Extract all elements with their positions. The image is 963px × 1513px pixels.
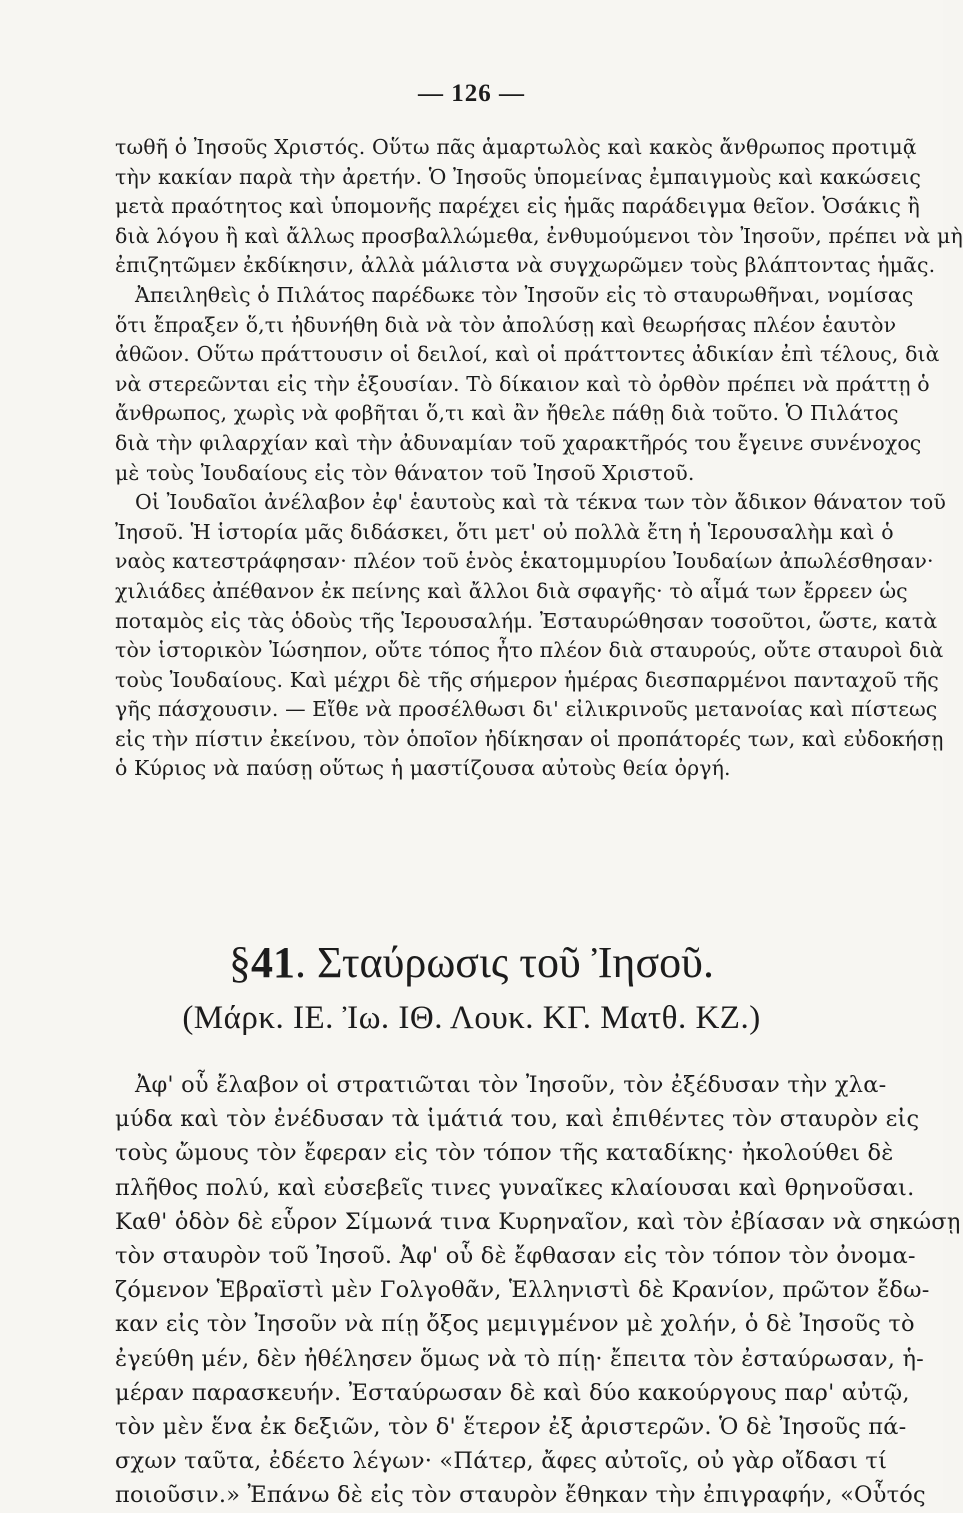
- text-line: μὲ τοὺς Ἰουδαίους εἰς τὸν θάνατον τοῦ Ἰησοῦ Χριστοῦ.: [115, 460, 695, 485]
- text-line: τωθῆ ὁ Ἰησοῦς Χριστός. Οὕτω πᾶς ἁμαρτωλὸς καὶ κακὸς ἄνθρωπος προτιμᾷ: [115, 135, 917, 159]
- text-line: τὸν μὲν ἕνα ἐκ δεξιῶν, τὸν δ' ἕτερον ἐξ ἀριστερῶν. Ὁ δὲ Ἰησοῦς πά-: [115, 1414, 907, 1441]
- text-line: τοὺς Ἰουδαίους. Καὶ μέχρι δὲ τῆς σήμερον ἡμέρας διεσπαρμένοι πανταχοῦ τῆς: [115, 667, 939, 692]
- text-block-lower: [115, 1068, 961, 1513]
- text-block-upper: [115, 133, 963, 784]
- text-line: ὁ Κύριος νὰ παύσῃ οὕτως ἡ μαστίζουσα αὐτοὺς θεία ὀργή.: [115, 756, 731, 781]
- text-line: ὅτι ἔπραξεν ὅ,τι ἠδυνήθη διὰ νὰ τὸν ἀπολύσῃ καὶ θεωρήσας πλέον ἑαυτὸν: [115, 312, 897, 337]
- text-line: σχων ταῦτα, ἐδέετο λέγων· «Πάτερ, ἄφες αὐτοῖς, οὐ γὰρ οἴδασι τί: [115, 1448, 888, 1475]
- text-line: μετὰ πραότητος καὶ ὑπομονῆς παρέχει εἰς ἡμᾶς παράδειγμα θεῖον. Ὁσάκις ἢ: [115, 194, 920, 219]
- text-line: Ἀφ' οὗ ἔλαβον οἱ στρατιῶται τὸν Ἰησοῦν, τὸν ἐξέδυσαν τὴν χλα-: [135, 1072, 887, 1098]
- text-line: Οἱ Ἰουδαῖοι ἀνέλαβον ἐφ' ἑαυτοὺς καὶ τὰ τέκνα των τὸν ἄδικον θάνατον τοῦ: [135, 490, 946, 515]
- section-title: . Σταύρωσις τοῦ Ἰησοῦ.: [295, 938, 714, 987]
- section-references: (Μάρκ. ΙΕ. Ἰω. ΙΘ. Λουκ. ΚΓ. Ματθ. ΚΖ.): [182, 1000, 761, 1036]
- text-line: τὸν σταυρὸν τοῦ Ἰησοῦ. Ἀφ' οὗ δὲ ἔφθασαν εἰς τὸν τόπον τὸν ὀνομα-: [115, 1243, 916, 1270]
- section-number: 41: [251, 938, 296, 987]
- paragraph-continuation: [115, 133, 963, 281]
- text-line: γῆς πάσχουσιν. — Εἴθε νὰ προσέλθωσι δι' εἰλικρινοῦς μετανοίας καὶ πίστεως: [115, 697, 938, 722]
- text-line: τοὺς ὤμους τὸν ἔφεραν εἰς τὸν τόπον τῆς καταδίκης· ἠκολούθει δὲ: [115, 1140, 894, 1167]
- paragraph-jews: [115, 488, 946, 784]
- text-line: μέραν παρασκευήν. Ἐσταύρωσαν δὲ καὶ δύο κακούργους παρ' αὐτῷ,: [115, 1379, 910, 1406]
- text-line: εἰς τὴν πίστιν ἐκείνου, τὸν ὁποῖον ἠδίκησαν οἱ προπάτορές των, καὶ εὐδοκήσῃ: [115, 726, 944, 751]
- section-heading: [0, 936, 943, 990]
- page-number-text: — 126 —: [418, 80, 525, 107]
- text-line: ἐγεύθη μέν, δὲν ἠθέλησεν ὅμως νὰ τὸ πίῃ· ἔπειτα τὸν ἐσταύρωσαν, ἡ-: [115, 1345, 924, 1372]
- paragraph-pilate: [115, 281, 940, 488]
- text-line: διὰ τὴν φιλαρχίαν καὶ τὴν ἀδυναμίαν τοῦ χαρακτῆρός του ἔγεινε συνένοχος: [115, 430, 922, 455]
- text-line: διὰ λόγου ἢ καὶ ἄλλως προσβαλλώμεθα, ἐνθυμούμενοι τὸν Ἰησοῦν, πρέπει νὰ μὴ: [115, 223, 963, 248]
- text-line: νὰ στερεῶνται εἰς τὴν ἐξουσίαν. Τὸ δίκαιον καὶ τὸ ὀρθὸν πρέπει νὰ πράττῃ ὁ: [115, 371, 930, 396]
- text-line: ποιοῦσιν.» Ἐπάνω δὲ εἰς τὸν σταυρὸν ἔθηκαν τὴν ἐπιγραφήν, «Οὗτός: [115, 1482, 926, 1509]
- text-line: ζόμενον Ἑβραϊστὶ μὲν Γολγοθᾶν, Ἑλληνιστὶ δὲ Κρανίον, πρῶτον ἔδω-: [115, 1277, 930, 1304]
- text-line: πλῆθος πολύ, καὶ εὐσεβεῖς τινες γυναῖκες κλαίουσαι καὶ θρηνοῦσαι.: [115, 1174, 915, 1201]
- text-line: τὸν ἱστορικὸν Ἰώσηπον, οὔτε τόπος ἦτο πλέον διὰ σταυρούς, οὔτε σταυροὶ διὰ: [115, 638, 944, 663]
- text-line: καν εἰς τὸν Ἰησοῦν νὰ πίῃ ὄξος μεμιγμένον μὲ χολήν, ὁ δὲ Ἰησοῦς τὸ: [115, 1311, 915, 1338]
- text-line: χιλιάδες ἀπέθανον ἐκ πείνης καὶ ἄλλοι διὰ σφαγῆς· τὸ αἷμά των ἔρρεεν ὡς: [115, 578, 908, 603]
- text-line: ναὸς κατεστράφησαν· πλέον τοῦ ἑνὸς ἑκατομμυρίου Ἰουδαίων ἀπωλέσθησαν·: [115, 549, 934, 574]
- text-line: ἀθῶον. Οὕτω πράττουσιν οἱ δειλοί, καὶ οἱ πράττοντες ἀδικίαν ἐπὶ τέλους, διὰ: [115, 342, 940, 367]
- page-number: [0, 80, 943, 108]
- text-line: Ἀπειληθεὶς ὁ Πιλάτος παρέδωκε τὸν Ἰησοῦν εἰς τὸ σταυρωθῆναι, νομίσας: [135, 282, 914, 307]
- text-line: ἄνθρωπος, χωρὶς νὰ φοβῆται ὅ,τι καὶ ἂν ἤθελε πάθῃ διὰ τοῦτο. Ὁ Πιλάτος: [115, 401, 899, 426]
- text-line: μύδα καὶ τὸν ἐνέδυσαν τὰ ἱμάτιά του, καὶ ἐπιθέντες τὸν σταυρὸν εἰς: [115, 1106, 920, 1133]
- text-line: ἐπιζητῶμεν ἐκδίκησιν, ἀλλὰ μάλιστα νὰ συγχωρῶμεν τοὺς βλάπτοντας ἡμᾶς.: [115, 253, 936, 278]
- text-line: ποταμὸς εἰς τὰς ὁδοὺς τῆς Ἱερουσαλήμ. Ἐσταυρώθησαν τοσοῦτοι, ὥστε, κατὰ: [115, 608, 938, 633]
- section-symbol: §: [229, 938, 252, 987]
- text-line: τὴν κακίαν παρὰ τὴν ἀρετήν. Ὁ Ἰησοῦς ὑπομείνας ἐμπαιγμοὺς καὶ κακώσεις: [115, 164, 921, 189]
- text-line: Ἰησοῦ. Ἡ ἱστορία μᾶς διδάσκει, ὅτι μετ' οὐ πολλὰ ἔτη ἡ Ἱερουσαλὴμ καὶ ὁ: [115, 519, 894, 544]
- text-line: Καθ' ὁδὸν δὲ εὗρον Σίμωνά τινα Κυρηναῖον, καὶ τὸν ἐβίασαν νὰ σηκώσῃ: [115, 1208, 961, 1235]
